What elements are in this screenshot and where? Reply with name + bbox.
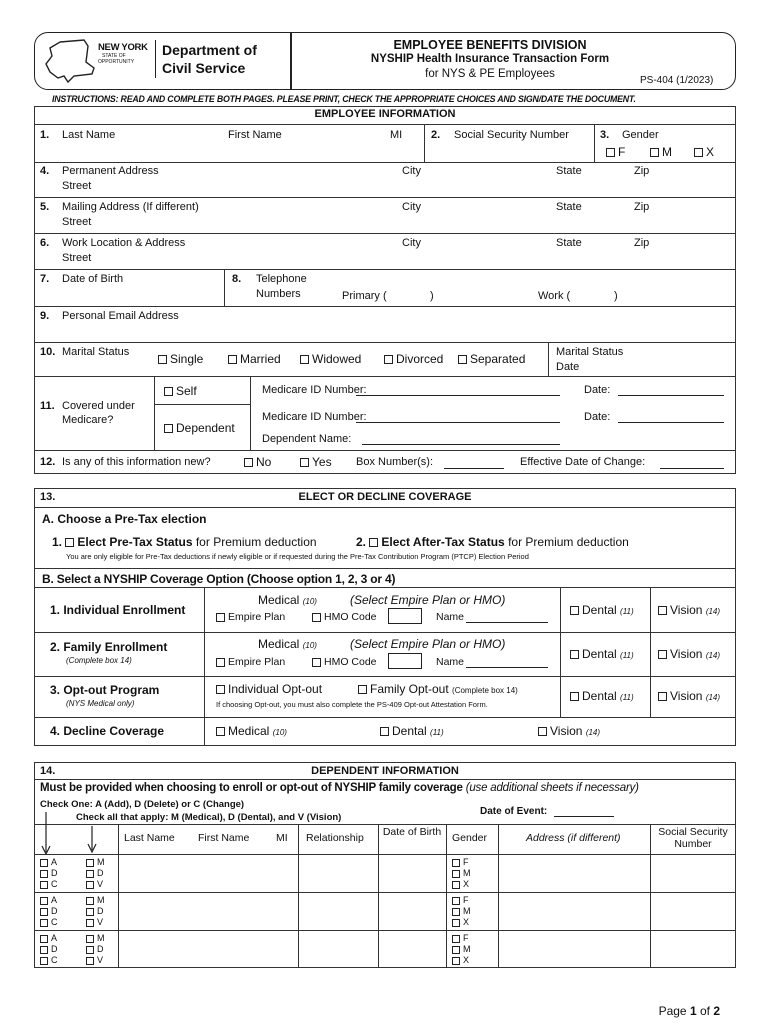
date-of-event-input[interactable] [554,804,614,817]
medical-label: Medical (10) [258,593,317,607]
box-number-label: Box Number(s): [356,456,434,468]
dependent-action-checkbox[interactable]: A [40,933,57,943]
primary-phone-label: Primary ( [342,290,387,302]
decline-vision-checkbox[interactable]: Vision (14) [538,724,600,738]
nys-logo [38,36,288,86]
pretax-heading: A. Choose a Pre-Tax election [42,512,207,526]
individual-enrollment-label: 1. Individual Enrollment [50,603,186,617]
mailing-address-label: Mailing Address (If different) [62,201,199,213]
medicare-dependent-checkbox[interactable]: Dependent [164,421,235,435]
dependent-action-checkbox[interactable]: D [40,906,58,916]
medicare-date-dep-input[interactable] [618,409,724,423]
family-hmo-checkbox[interactable]: HMO Code [312,656,377,668]
email-label: Personal Email Address [62,310,179,322]
marital-status-label: Marital Status [62,346,130,358]
optout-program-label: 3. Opt-out Program [50,683,160,697]
logo-text-opportunity: OPPORTUNITY [98,59,135,65]
header-divider [290,33,292,89]
page-indicator: Page 1 of 2 [658,1004,720,1018]
dependent-action-checkbox[interactable]: A [40,895,57,905]
gender-label: Gender [622,129,659,141]
mi-label: MI [390,129,403,141]
dependent-action-checkbox[interactable]: D [40,944,58,954]
dependent-action-checkbox[interactable]: C [40,955,58,965]
dependent-coverage-checkbox[interactable]: D [86,868,104,878]
form-subtitle2: for NYS & PE Employees [425,68,555,80]
coverage-option-heading: B. Select a NYSHIP Coverage Option (Choose option 1, 2, 3 or 4) [42,572,396,586]
gender-x-checkbox[interactable]: X [694,145,714,159]
dependent-coverage-checkbox[interactable]: M [86,857,105,867]
medicare-date-self-input[interactable] [618,382,724,396]
decline-medical-checkbox[interactable]: Medical (10) [216,724,287,738]
dependent-action-checkbox[interactable]: A [40,857,57,867]
marital-married-checkbox[interactable]: Married [228,352,281,366]
work-location-label: Work Location & Address [62,237,186,249]
individual-hmo-code-input[interactable] [388,608,422,624]
optout-note: If choosing Opt-out, you must also complete the PS-409 Opt-out Attestation Form. [216,700,488,709]
date-of-event-label: Date of Event: [480,806,548,817]
dependent-coverage-checkbox[interactable]: M [86,895,105,905]
col-address: Address (if different) [526,832,621,844]
form-number: PS-404 (1/2023) [640,75,714,86]
marital-single-checkbox[interactable]: Single [158,352,203,366]
marital-separated-checkbox[interactable]: Separated [458,352,525,366]
pretax-option[interactable]: 1. Elect Pre-Tax Status for Premium deduction [52,535,317,549]
dependent-coverage-checkbox[interactable]: D [86,906,104,916]
box-number-input[interactable] [444,455,504,469]
check-one-instruction: Check One: A (Add), D (Delete) or C (Change) [40,799,245,810]
dependent-gender-checkbox[interactable]: X [452,917,469,927]
medicare-id-dep-input[interactable] [356,409,560,423]
col-last-name: Last Name [124,832,175,844]
dept-name-line2: Civil Service [162,60,246,76]
col-first-name: First Name [198,832,250,844]
marital-widowed-checkbox[interactable]: Widowed [300,352,361,366]
new-info-yes-checkbox[interactable]: Yes [300,455,332,469]
individual-empire-checkbox[interactable]: Empire Plan [216,611,285,623]
decline-dental-checkbox[interactable]: Dental (11) [380,724,444,738]
form-subtitle: NYSHIP Health Insurance Transaction Form [370,53,610,65]
dependent-section-title: DEPENDENT INFORMATION [311,765,459,777]
pretax-eligibility-note: You are only eligible for Pre-Tax deductions if newly eligible or if requested during the Pre-Tax Contribution Program (PTCP) Election Period [66,552,529,561]
medicare-date-dep-label: Date: [584,411,611,423]
individual-hmo-checkbox[interactable]: HMO Code [312,611,377,623]
aftertax-option[interactable]: 2. Elect After-Tax Status for Premium deduction [356,535,629,549]
logo-text-newyork: NEW YORK [98,42,148,53]
gender-m-checkbox[interactable]: M [650,145,672,159]
ssn-label: Social Security Number [454,129,569,141]
medicare-self-checkbox[interactable]: Self [164,384,197,398]
dependent-action-checkbox[interactable]: D [40,868,58,878]
col-relationship: Relationship [306,832,364,844]
family-hmo-name-input[interactable] [466,654,548,668]
last-name-label: Last Name [62,129,116,141]
individual-optout-checkbox[interactable]: Individual Opt-out [216,682,322,696]
col-gender: Gender [452,832,488,844]
col-ssn: Social Security Number [658,826,728,850]
family-hmo-code-input[interactable] [388,653,422,669]
optout-vision-checkbox[interactable]: Vision (14) [658,689,720,703]
individual-hmo-name-input[interactable] [466,609,548,623]
medicare-id-self-input[interactable] [356,382,560,396]
gender-f-checkbox[interactable]: F [606,145,625,159]
dependent-gender-checkbox[interactable]: M [452,944,471,954]
col-date-of-birth: Date of Birth [382,826,442,838]
medicare-id-self-label: Medicare ID Number: [262,384,367,396]
dependent-name-input[interactable] [362,431,560,445]
new-info-label: Is any of this information new? [62,456,211,468]
dependent-gender-checkbox[interactable]: M [452,868,471,878]
family-dental-checkbox[interactable]: Dental (11) [570,647,634,661]
medicare-date-self-label: Date: [584,384,611,396]
dependent-coverage-checkbox[interactable]: V [86,955,103,965]
medicare-id-dep-label: Medicare ID Number: [262,411,367,423]
work-phone-label: Work ( [538,290,571,302]
dependent-action-checkbox[interactable]: C [40,917,58,927]
dependent-coverage-checkbox[interactable]: D [86,944,104,954]
individual-vision-checkbox[interactable]: Vision (14) [658,603,720,617]
covered-medicare-label: Covered under [62,400,135,412]
dependent-gender-checkbox[interactable]: F [452,857,469,867]
permanent-address-label: Permanent Address [62,165,159,177]
employee-section-title: EMPLOYEE INFORMATION [314,108,456,120]
family-vision-checkbox[interactable]: Vision (14) [658,647,720,661]
individual-dental-checkbox[interactable]: Dental (11) [570,603,634,617]
dependent-gender-checkbox[interactable]: X [452,955,469,965]
down-arrows-icon [40,812,120,858]
dependent-action-checkbox[interactable]: C [40,879,58,889]
marital-divorced-checkbox[interactable]: Divorced [384,352,443,366]
dependent-coverage-checkbox[interactable]: M [86,933,105,943]
effective-date-input[interactable] [660,455,724,469]
family-optout-checkbox[interactable]: Family Opt-out (Complete box 14) [358,682,518,696]
form-title: EMPLOYEE BENEFITS DIVISION [393,38,587,52]
decline-coverage-label: 4. Decline Coverage [50,724,165,738]
dependent-coverage-checkbox[interactable]: V [86,917,103,927]
new-info-no-checkbox[interactable]: No [244,455,271,469]
col-mi: MI [276,832,288,844]
coverage-section-title: ELECT OR DECLINE COVERAGE [298,491,472,503]
dependent-gender-checkbox[interactable]: F [452,933,469,943]
instructions: INSTRUCTIONS: READ AND COMPLETE BOTH PAGES. PLEASE PRINT, CHECK THE APPROPRIATE CHOICES AND SIGN/DATE THE DOCUMENT. [52,94,636,104]
dependent-name-label: Dependent Name: [262,433,352,445]
optout-dental-checkbox[interactable]: Dental (11) [570,689,634,703]
dob-label: Date of Birth [62,273,124,285]
dependent-instruction: Must be provided when choosing to enroll or opt-out of NYSHIP family coverage (use additional sheets if necessary) [40,782,639,794]
telephone-label: Telephone [256,273,307,285]
family-enrollment-label: 2. Family Enrollment [50,640,168,654]
effective-date-label: Effective Date of Change: [520,456,646,468]
dependent-gender-checkbox[interactable]: F [452,895,469,905]
family-empire-checkbox[interactable]: Empire Plan [216,656,285,668]
logo-text-state: STATE OF [102,53,126,59]
dependent-coverage-checkbox[interactable]: V [86,879,103,889]
dependent-gender-checkbox[interactable]: X [452,879,469,889]
check-all-instruction: Check all that apply: M (Medical), D (Dental), and V (Vision) [76,812,342,823]
dependent-gender-checkbox[interactable]: M [452,906,471,916]
first-name-label: First Name [228,129,282,141]
marital-status-date-label: Marital Status [556,346,624,358]
dept-name-line1: Department of [162,42,257,58]
